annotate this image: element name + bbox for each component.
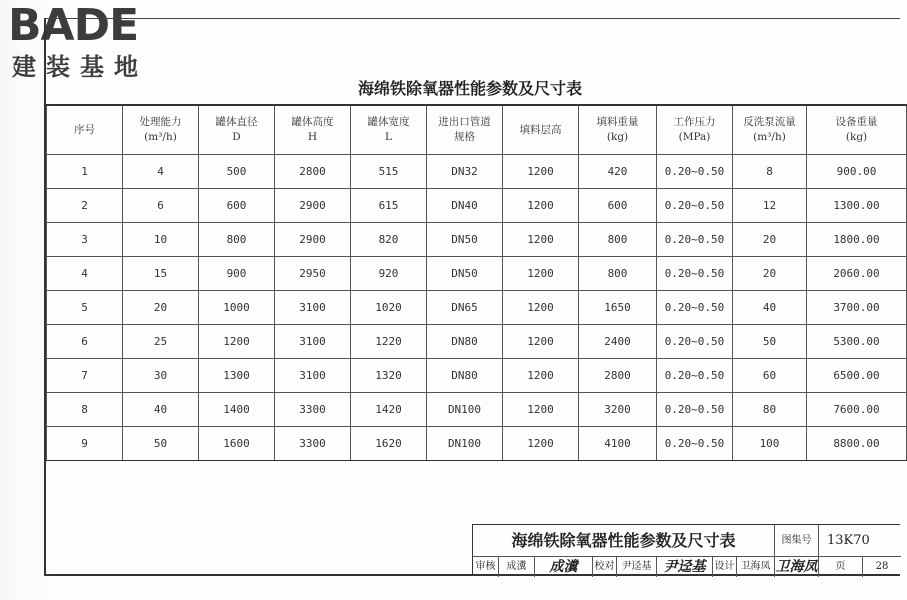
table-header-row	[47, 105, 907, 155]
table-cell: 6	[123, 189, 199, 223]
table-body	[47, 155, 907, 461]
table-cell: 1400	[199, 393, 275, 427]
table-cell: 20	[733, 257, 807, 291]
table-cell: 515	[351, 155, 427, 189]
column-header-line: (m³/h)	[144, 131, 177, 143]
column-header-line: (MPa)	[678, 131, 711, 143]
column-header-line: H	[307, 131, 318, 143]
spec-table	[46, 104, 907, 461]
table-cell: 3300	[275, 393, 351, 427]
table-cell: DN100	[427, 427, 503, 461]
column-header	[579, 105, 657, 155]
table-cell: 1000	[199, 291, 275, 325]
table-cell: 600	[579, 189, 657, 223]
design-name: 卫海凤	[737, 557, 775, 577]
table-row	[47, 393, 907, 427]
table-row	[47, 291, 907, 325]
column-header-line: 工作压力	[673, 116, 716, 128]
atlas-number-label: 图集号	[775, 525, 819, 557]
title-block-title: 海绵铁除氧器性能参数及尺寸表	[473, 525, 775, 557]
table-cell: 1300	[199, 359, 275, 393]
column-header-line: 罐体高度	[291, 116, 334, 128]
title-block	[472, 524, 900, 576]
table-cell: 4	[47, 257, 123, 291]
table-row	[47, 257, 907, 291]
table-cell: 30	[123, 359, 199, 393]
table-row	[47, 155, 907, 189]
table-cell: 1200	[503, 155, 579, 189]
atlas-number-value: 13K70	[819, 525, 901, 557]
table-cell: 1200	[503, 257, 579, 291]
table-cell: DN80	[427, 325, 503, 359]
column-header-line: 规格	[454, 131, 475, 143]
table-cell: 1220	[351, 325, 427, 359]
table-cell: 6500.00	[807, 359, 907, 393]
design-signature: 卫海凤	[775, 559, 818, 575]
table-cell: 1020	[351, 291, 427, 325]
table-cell: 1200	[503, 223, 579, 257]
table-cell: 820	[351, 223, 427, 257]
column-header	[351, 105, 427, 155]
table-title: 海绵铁除氧器性能参数及尺寸表	[357, 79, 582, 98]
table-cell: 0.20~0.50	[657, 291, 733, 325]
table-cell: 1200	[503, 291, 579, 325]
table-cell: 2800	[275, 155, 351, 189]
check-label: 校对	[593, 557, 617, 577]
table-cell: 3300	[275, 427, 351, 461]
table-cell: 40	[733, 291, 807, 325]
table-row	[47, 427, 907, 461]
column-header	[199, 105, 275, 155]
table-cell: 4100	[579, 427, 657, 461]
table-cell: 0.20~0.50	[657, 359, 733, 393]
table-cell: DN100	[427, 393, 503, 427]
page-label: 页	[819, 557, 863, 577]
table-cell: 4	[123, 155, 199, 189]
logo-word: BADE	[8, 0, 139, 51]
table-cell: DN50	[427, 257, 503, 291]
table-cell: 12	[733, 189, 807, 223]
table-cell: 3100	[275, 325, 351, 359]
table-cell: 9	[47, 427, 123, 461]
table-row	[47, 359, 907, 393]
table-cell: 3700.00	[807, 291, 907, 325]
table-cell: 2900	[275, 223, 351, 257]
table-cell: 1	[47, 155, 123, 189]
table-cell: 920	[351, 257, 427, 291]
column-header-line: 进出口管道	[438, 116, 491, 128]
table-cell: 0.20~0.50	[657, 427, 733, 461]
table-cell: 615	[351, 189, 427, 223]
table-cell: DN65	[427, 291, 503, 325]
table-cell: 2400	[579, 325, 657, 359]
column-header	[503, 105, 579, 155]
table-cell: 1420	[351, 393, 427, 427]
column-header-line: (kg)	[606, 131, 629, 143]
table-cell: 0.20~0.50	[657, 189, 733, 223]
table-cell: DN32	[427, 155, 503, 189]
table-cell: 7	[47, 359, 123, 393]
table-row	[47, 189, 907, 223]
table-cell: 8800.00	[807, 427, 907, 461]
table-row	[47, 223, 907, 257]
logo-subtitle: 建装基地	[12, 53, 148, 81]
table-cell: DN50	[427, 223, 503, 257]
review-signature: 成瀵	[535, 557, 593, 577]
column-header-line: 处理能力	[139, 116, 182, 128]
table-cell: 0.20~0.50	[657, 325, 733, 359]
column-header	[807, 105, 907, 155]
table-cell: 10	[123, 223, 199, 257]
table-cell: 0.20~0.50	[657, 223, 733, 257]
column-header-line: 罐体宽度	[367, 116, 410, 128]
check-signature: 尹迳基	[657, 557, 713, 577]
review-name: 成瀵	[499, 557, 535, 577]
table-cell: DN80	[427, 359, 503, 393]
table-cell: 1300.00	[807, 189, 907, 223]
table-cell: 800	[579, 257, 657, 291]
column-header	[275, 105, 351, 155]
column-header	[733, 105, 807, 155]
column-header-line: 序号	[74, 123, 95, 136]
table-cell: 600	[199, 189, 275, 223]
review-label: 审核	[473, 557, 499, 577]
column-header	[123, 105, 199, 155]
table-cell: 1200	[503, 325, 579, 359]
table-cell: 900	[199, 257, 275, 291]
column-header-line: L	[385, 131, 392, 143]
table-cell: 100	[733, 427, 807, 461]
table-cell: 40	[123, 393, 199, 427]
column-header-line: (m³/h)	[753, 131, 786, 143]
design-label: 设计	[713, 557, 737, 577]
table-cell: 3100	[275, 359, 351, 393]
table-cell: 3100	[275, 291, 351, 325]
table-cell: 800	[579, 223, 657, 257]
column-header-line: 填料重量	[596, 116, 639, 128]
table-cell: 420	[579, 155, 657, 189]
table-cell: 20	[733, 223, 807, 257]
table-cell: 2950	[275, 257, 351, 291]
table-cell: 3	[47, 223, 123, 257]
table-cell: 80	[733, 393, 807, 427]
column-header-line: 设备重量	[835, 116, 878, 128]
table-cell: 8	[733, 155, 807, 189]
table-cell: 15	[123, 257, 199, 291]
table-cell: 2900	[275, 189, 351, 223]
column-header	[427, 105, 503, 155]
table-cell: 7600.00	[807, 393, 907, 427]
table-cell: 900.00	[807, 155, 907, 189]
column-header-line: 反洗泵流量	[743, 116, 796, 128]
table-cell: 1620	[351, 427, 427, 461]
table-cell: 50	[733, 325, 807, 359]
table-cell: 800	[199, 223, 275, 257]
table-cell: 1200	[503, 427, 579, 461]
table-row	[47, 325, 907, 359]
spec-table-container	[46, 104, 880, 458]
table-cell: 1200	[503, 359, 579, 393]
column-header-line: 罐体直径	[215, 116, 258, 128]
table-cell: 1800.00	[807, 223, 907, 257]
table-cell: 0.20~0.50	[657, 257, 733, 291]
table-cell: 2800	[579, 359, 657, 393]
column-header-line: (kg)	[845, 131, 868, 143]
table-cell: 5	[47, 291, 123, 325]
column-header	[47, 105, 123, 155]
table-cell: 500	[199, 155, 275, 189]
table-cell: 50	[123, 427, 199, 461]
table-cell: 2	[47, 189, 123, 223]
column-header	[657, 105, 733, 155]
signature-row	[473, 557, 901, 577]
table-cell: 1600	[199, 427, 275, 461]
table-cell: 8	[47, 393, 123, 427]
table-cell: 60	[733, 359, 807, 393]
table-cell: 1200	[503, 189, 579, 223]
table-cell: DN40	[427, 189, 503, 223]
table-cell: 1200	[199, 325, 275, 359]
column-header-line: D	[232, 131, 241, 143]
table-cell: 3200	[579, 393, 657, 427]
table-cell: 0.20~0.50	[657, 393, 733, 427]
check-name: 尹迳基	[617, 557, 657, 577]
table-cell: 2060.00	[807, 257, 907, 291]
table-cell: 6	[47, 325, 123, 359]
column-header-line: 填料层高	[519, 123, 562, 136]
table-cell: 5300.00	[807, 325, 907, 359]
table-cell: 1320	[351, 359, 427, 393]
table-cell: 20	[123, 291, 199, 325]
table-cell: 0.20~0.50	[657, 155, 733, 189]
table-cell: 1200	[503, 393, 579, 427]
table-cell: 1650	[579, 291, 657, 325]
page-number: 28	[875, 561, 889, 572]
table-cell: 25	[123, 325, 199, 359]
